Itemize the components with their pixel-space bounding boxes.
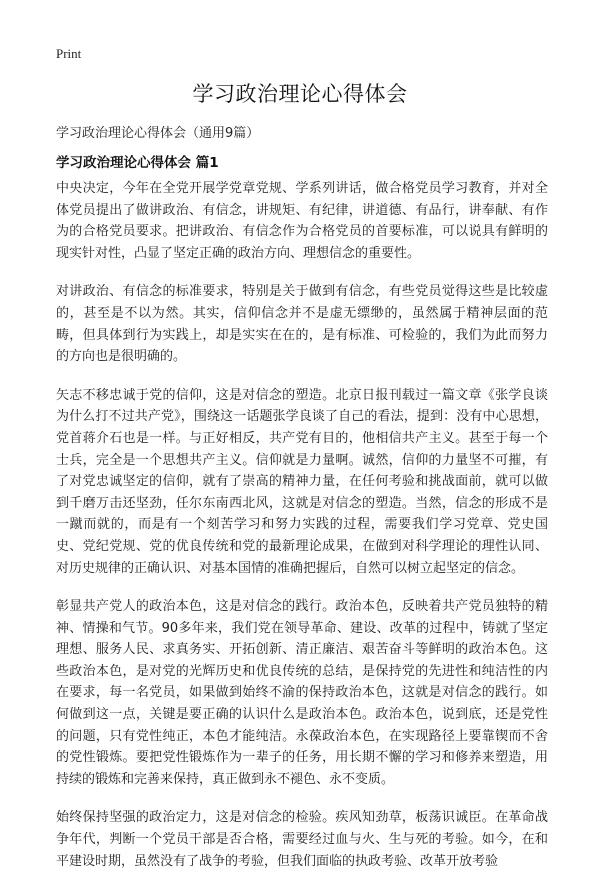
document-subtitle: 学习政治理论心得体会（通用9篇） [56,126,260,141]
page-title: 学习政治理论心得体会 [192,82,408,106]
paragraph-3: 矢志不移忠诚于党的信仰，这是对信念的塑造。北京日报刊载过一篇文章《张学良谈为什么打不过共产党》，围绕这一话题张学良谈了自己的看法，提到：没有中心思想，党首蒋介石也是一样。与正好相反，共产党有目的，他相信共产主义。甚至于每一个士兵，完全是一个思想共产主义。信仰就是力量啊。诚然，信仰的力量坚不可摧，有了对党忠诚坚定的信仰，就有了崇高的精神力量，在任何考验和挑战面前，就可以做到千磨万击还坚劲，任尔东南西北风，这就是对信念的塑造。当然，信念的形成不是一蹴而就的，而是有一个刻苦学习和努力实践的过程，需要我们学习党章、党史国史、党纪党规、党的优良传统和党的最新理论成果，在做到对科学理论的理性认同、对历史规律的正确认识、对基本国情的准确把握后，自然可以树立起坚定的信念。 [56,387,548,576]
paragraph-5: 始终保持坚强的政治定力，这是对信念的检验。疾风知劲草，板荡识诚臣。在革命战争年代，判断一个党员干部是否合格，需要经过血与火、生与死的考验。如今，在和平建设时期，虽然没有了战争的考验，但我们面临的执政考验、改革开放考验 [56,810,548,869]
paragraph-4: 彰显共产党人的政治本色，这是对信念的践行。政治本色，反映着共产党员独特的精神、情操和气节。90多年来，我们党在领导革命、建设、改革的过程中，铸就了坚定理想、服务人民、求真务实、开拓创新、清正廉洁、艰苦奋斗等鲜明的政治本色。这些政治本色，是对党的光辉历史和优良传统的总结，是保持党的先进性和纯洁性的内在要求，每一名党员，如果做到始终不渝的保持政治本色，这就是对信念的践行。如何做到这一点，关键是要正确的认识什么是政治本色。政治本色，说到底，还是党性的问题，只有党性纯正，本色才能纯洁。永葆政治本色，在实现路径上要靠锲而不舍的党性锻炼。要把党性锻炼作为一辈子的任务，用长期不懈的学习和修养来塑造，用持续的锻炼和完善来保持，真正做到永不褪色、永不变质。 [56,599,548,787]
section-heading: 学习政治理论心得体会 篇1 [56,155,219,171]
paragraph-1: 中央决定，今年在全党开展学党章党规、学系列讲话，做合格党员学习教育，并对全体党员提出了做讲政治、有信念，讲规矩、有纪律，讲道德、有品行，讲奉献、有作为的合格党员要求。把讲政治、有信念作为合格党员的首要标准，可以说具有鲜明的现实针对性，凸显了坚定正确的政治方向、理想信念的重要性。 [56,181,548,261]
article-body [56,178,548,889]
paragraph-2: 对讲政治、有信念的标准要求，特别是关于做到有信念，有些党员觉得这些是比较虚的，甚至是不以为然。其实，信仰信念并不是虚无缥缈的，虽然属于精神层面的范畴，但具体到行为实践上，却是实实在在的，是有标准、可检验的，我们为此而努力的方向也是很明确的。 [56,284,548,365]
print-link[interactable]: Print [56,46,82,61]
